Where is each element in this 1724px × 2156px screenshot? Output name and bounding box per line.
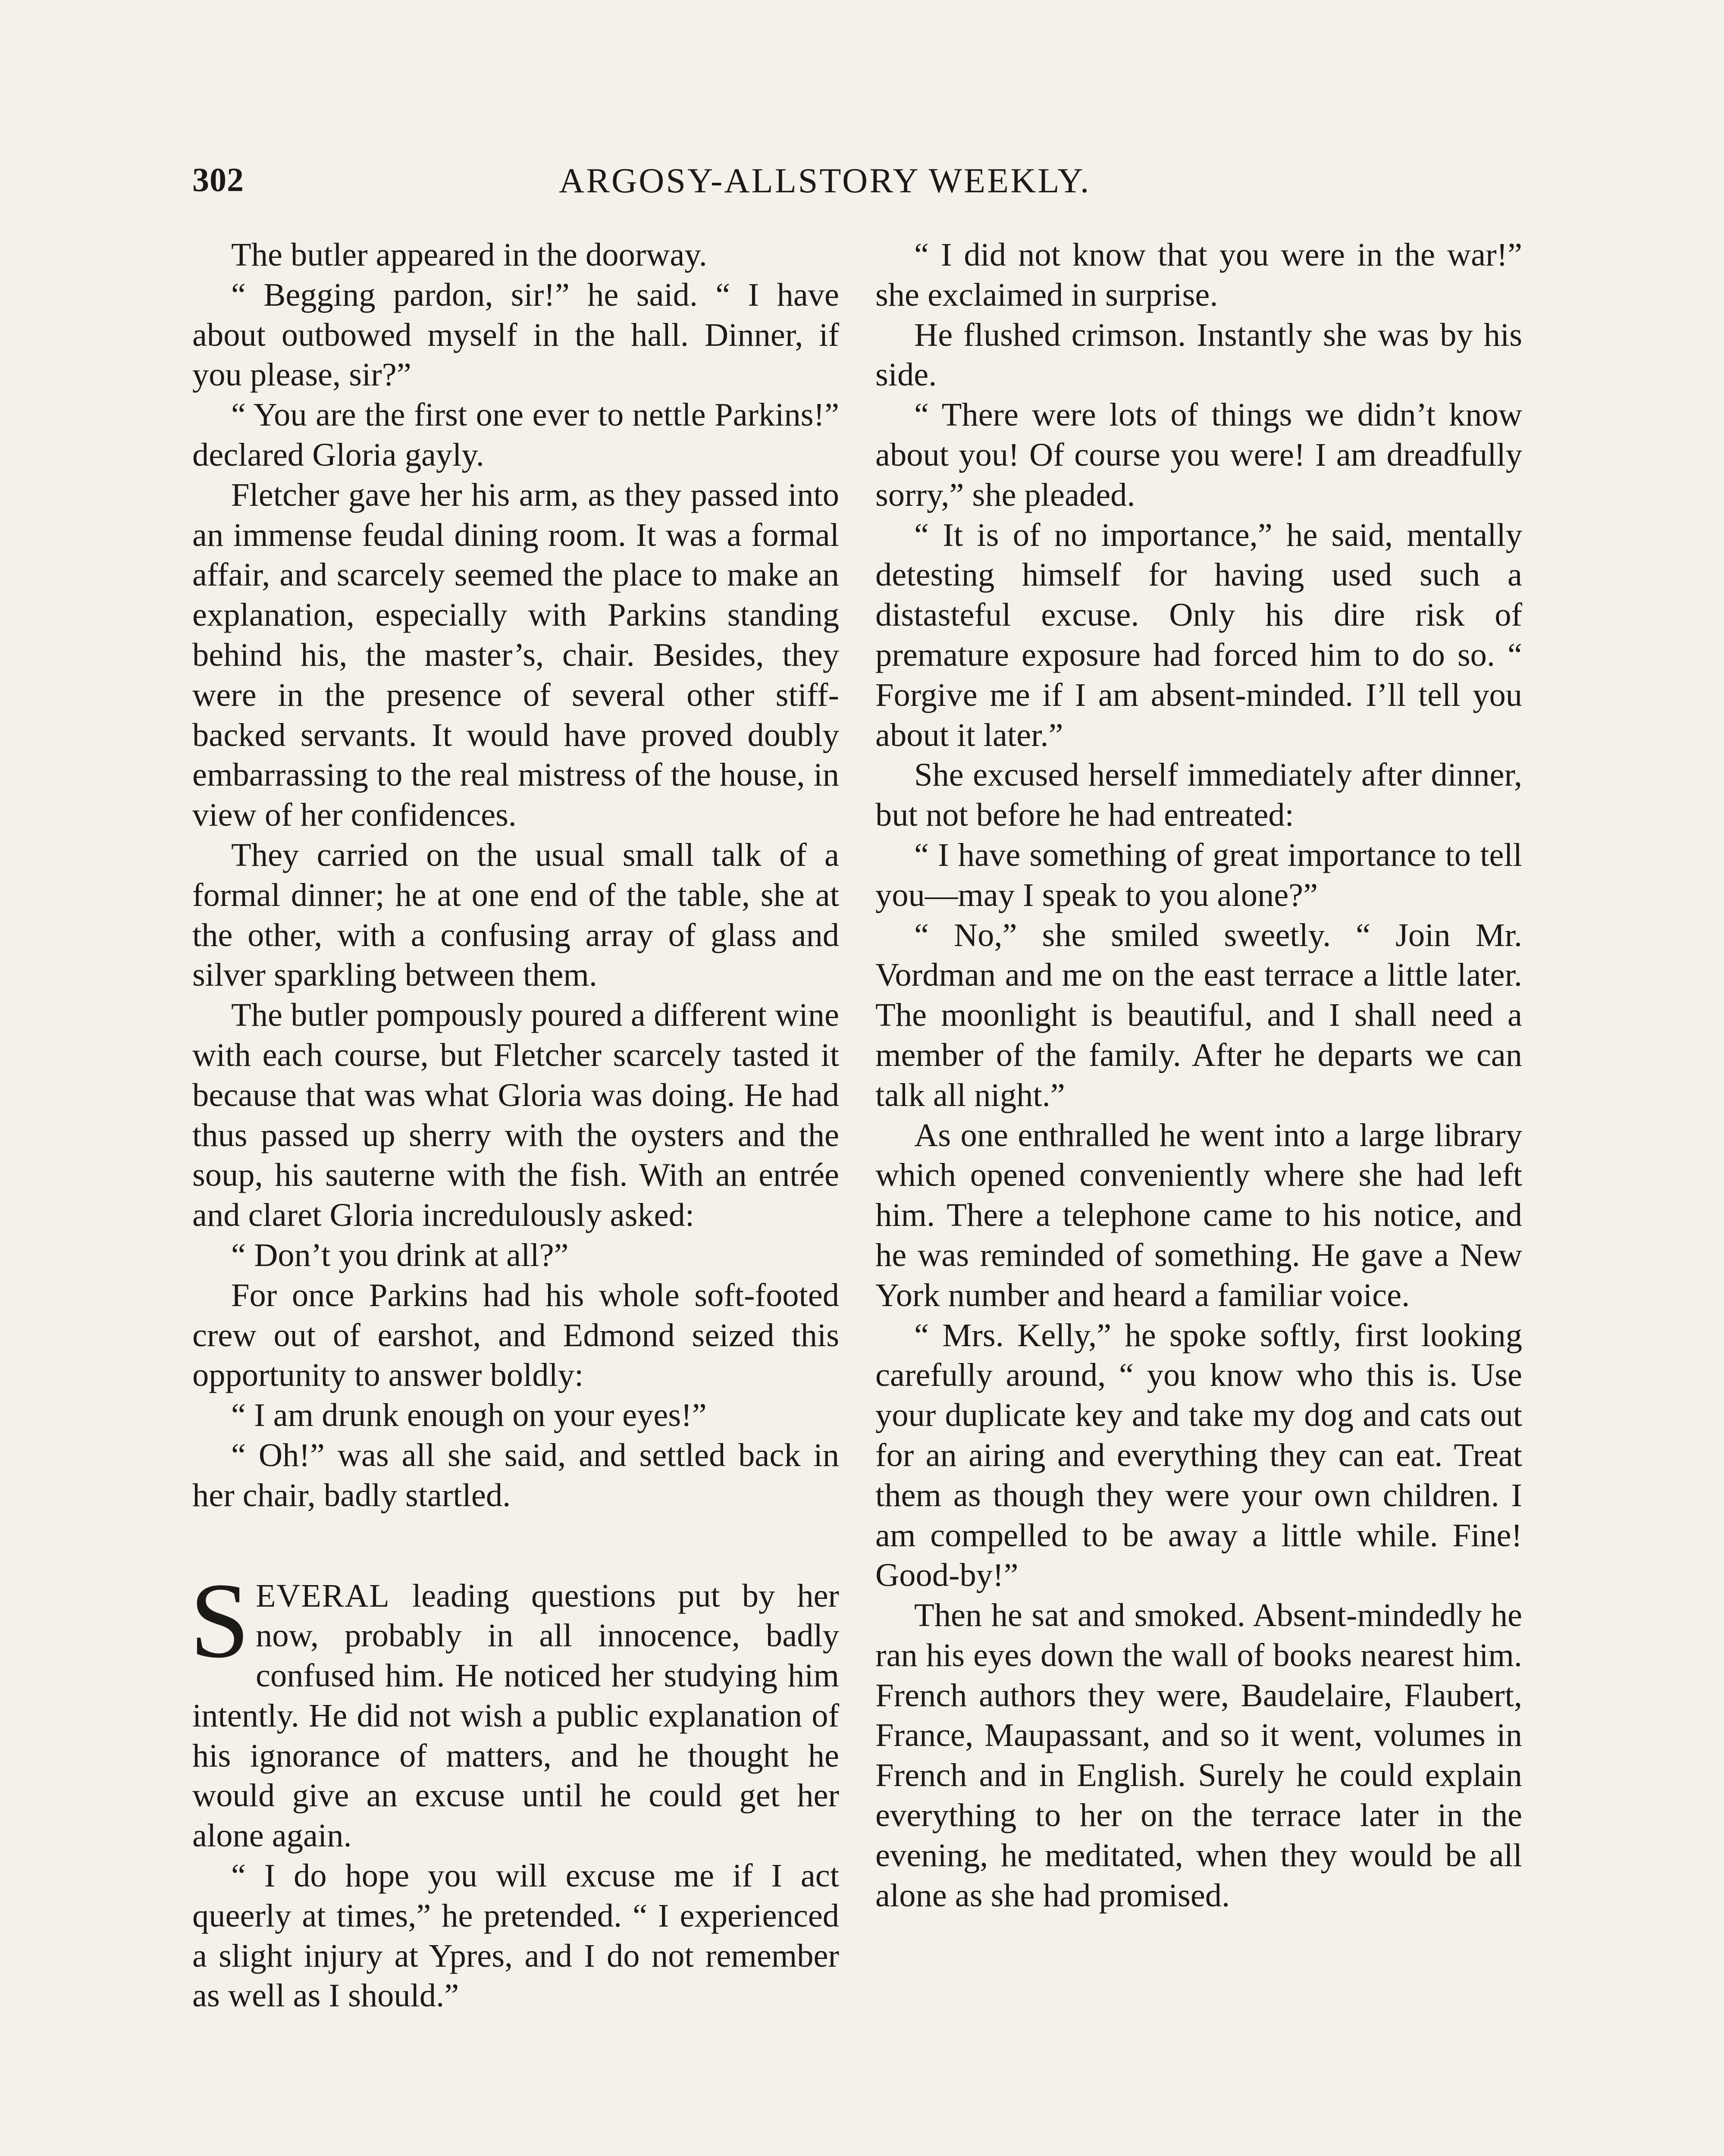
paragraph: “ Mrs. Kelly,” he spoke softly, first looking carefully around, “ you know who this is. Use your duplicate key and take my dog and cats out for an airing and everything they can eat. Treat them as though they were your own children. I am compelled to be away a little while. Fine! Good-by!” [875, 1316, 1522, 1594]
section-break [192, 1516, 839, 1576]
running-title: ARGOSY-ALLSTORY WEEKLY. [559, 161, 1091, 200]
paragraph: Fletcher gave her his arm, as they passed into an immense feudal dining room. It was a formal affair, and scarcely seemed the place to make an explanation, especially with Parkins standing behind his, the master’s, chair. Besides, they were in the presence of several other stiff-backed servants. It would have proved doubly embarrassing to the real mistress of the house, in view of her confidences. [192, 476, 839, 834]
paragraph: As one enthralled he went into a large library which opened conveniently where she had left him. There a telephone came to his notice, and he was reminded of something. He gave a New York number and heard a familiar voice. [875, 1116, 1522, 1313]
paragraph: “ There were lots of things we didn’t know about you! Of course you were! I am dreadfully sorry,” she pleaded. [875, 396, 1522, 513]
paragraph: Then he sat and smoked. Absent-mindedly he ran his eyes down the wall of books nearest him. French authors they were, Baudelaire, Flaubert, France, Maupassant, and so it went, volumes in French and in English. Surely he could explain everything to her on the terrace later in the evening, he meditated, when they would be all alone as she had promised. [875, 1597, 1522, 1914]
drop-cap: S [190, 1561, 250, 1680]
paragraph: “ I did not know that you were in the war!” she exclaimed in surprise. [875, 236, 1522, 313]
paragraph: “ No,” she smiled sweetly. “ Join Mr. Vordman and me on the east terrace a little later. The moonlight is beautiful, and I shall need a member of the family. After he departs we can talk all night.” [875, 916, 1522, 1113]
section-lead-word: EVERAL [256, 1577, 390, 1614]
paragraph-text: leading questions put by her now, probably in all innocence, badly confused him. He noticed her studying him intently. He did not wish a public explanation of his ignorance of matters, and he thought he would give an excuse until he could get her alone again. [192, 1577, 839, 1854]
paragraph: “ Begging pardon, sir!” he said. “ I have about outbowed myself in the hall. Dinner, if you please, sir?” [192, 276, 839, 393]
right-column [875, 235, 1522, 1915]
paragraph: “ Don’t you drink at all?” [231, 1236, 569, 1273]
paragraph: “ I am drunk enough on your eyes!” [231, 1397, 707, 1434]
paragraph: She excused herself immediately after dinner, but not before he had entreated: [875, 756, 1522, 834]
page-header [192, 160, 1527, 212]
section-opening-paragraph [190, 1561, 839, 1856]
page-number: 302 [192, 161, 244, 198]
paragraph: They carried on the usual small talk of a formal dinner; he at one end of the table, she at the other, with a confusing array of glass and silver sparkling between them. [192, 836, 839, 993]
paragraph: “ I have something of great importance to tell you—may I speak to you alone?” [875, 836, 1522, 913]
paragraph: “ Oh!” was all she said, and settled back in her chair, badly startled. [192, 1436, 839, 1514]
paragraph: “ You are the first one ever to nettle Parkins!” declared Gloria gayly. [192, 396, 839, 473]
paragraph: For once Parkins had his whole soft-footed crew out of earshot, and Edmond seized this opportunity to answer boldly: [192, 1276, 839, 1394]
paragraph: He flushed crimson. Instantly she was by his side. [875, 316, 1522, 393]
paragraph: The butler pompously poured a different wine with each course, but Fletcher scarcely tasted it because that was what Gloria was doing. He had thus passed up sherry with the oysters and the soup, his sauterne with the fish. With an entrée and claret Gloria incredulously asked: [192, 997, 839, 1234]
paragraph: “ I do hope you will excuse me if I act queerly at times,” he pretended. “ I experienced a slight injury at Ypres, and I do not remember as well as I should.” [192, 1857, 839, 2014]
paragraph: The butler appeared in the doorway. [231, 236, 707, 273]
paragraph: “ It is of no importance,” he said, mentally detesting himself for having used such a distasteful excuse. Only his dire risk of premature exposure had forced him to do so. “ Forgive me if I am absent-minded. I’ll tell you about it later.” [875, 516, 1522, 753]
left-column [192, 235, 839, 2016]
